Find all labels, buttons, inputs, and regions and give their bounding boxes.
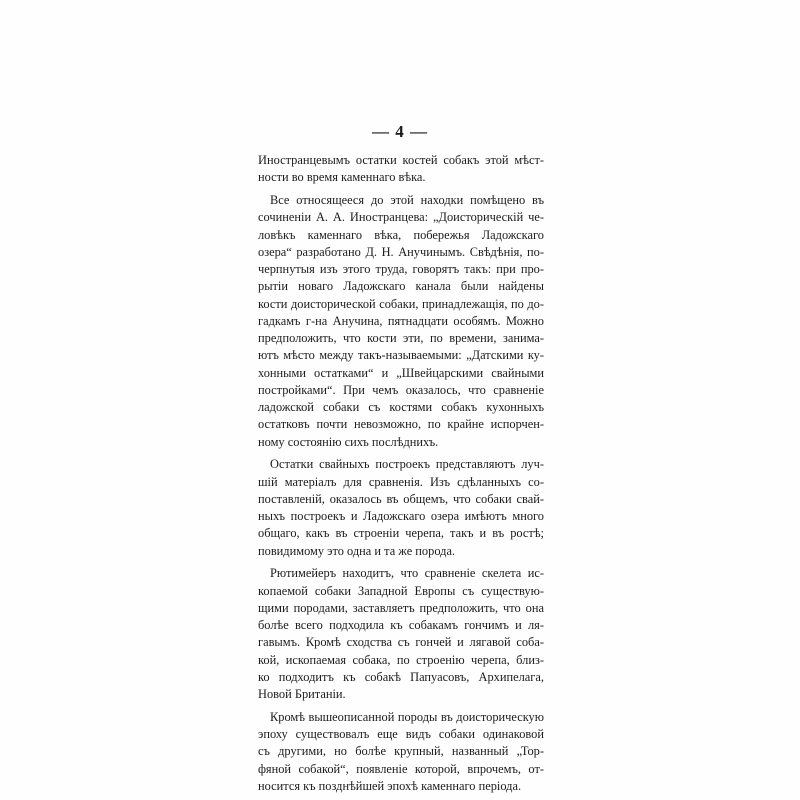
text-line: черпнутыя изъ этого труда, говорятъ такъ: при про- xyxy=(258,262,544,276)
text-line: эпоху существовалъ еще видъ собаки одинаковой xyxy=(258,727,544,741)
text-line: кости доисторической собаки, принадлежащія, по до- xyxy=(258,296,544,311)
text-line: болѣе всего подходила къ собакамъ гончимъ и ля- xyxy=(258,618,544,632)
text-line: ныхъ построекъ и Ладожскаго озера имѣютъ много xyxy=(258,509,544,523)
text-line: сочиненіи А. А. Иностранцева: „Доисторическій че- xyxy=(258,210,544,225)
text-line: фяной собакой“, появленіе которой, впрочемъ, от- xyxy=(258,761,544,776)
text-line: ютъ мѣсто между такъ-называемыми: „Датскими ку- xyxy=(258,348,544,363)
text-line: кой, ископаемая собака, по строенію черепа, близ- xyxy=(258,652,544,667)
text-line: Все относящееся до этой находки помѣщено въ xyxy=(270,193,544,207)
text-line: Иностранцевымъ остатки костей собакъ этой мѣст- xyxy=(258,153,544,167)
text-line: повидимому это одна и та же порода. xyxy=(258,543,456,558)
text-line: ко подходитъ къ собакѣ Папуасовъ, Архипелага, xyxy=(258,669,544,684)
text-line: ности во время каменнаго вѣка. xyxy=(258,170,426,185)
text-line: остатковъ почти невозможно, по крайне испорчен- xyxy=(258,417,544,432)
text-line: Кромѣ вышеописанной породы въ доисторическую xyxy=(270,709,544,724)
text-line: постройками“. При чемъ оказалось, что сравненіе xyxy=(258,382,544,397)
text-line: ному состоянію сихъ послѣднихъ. xyxy=(258,434,439,449)
paragraph xyxy=(258,565,544,703)
text-line: гадкамъ г-на Анучина, пятнадцати особямъ. Можно xyxy=(258,313,544,328)
text-line: щими породами, заставляетъ предположить, что она xyxy=(258,600,544,615)
text-line: Новой Британіи. xyxy=(258,687,346,701)
text-line: шій матеріалъ для сравненія. Изъ сдѣланныхъ со- xyxy=(258,474,544,489)
text-line: Остатки свайныхъ построекъ представляютъ луч- xyxy=(270,457,544,472)
text-line: озера“ разработано Д. Н. Анучинымъ. Свѣдѣнія, по- xyxy=(258,244,544,259)
body-text xyxy=(258,152,544,800)
text-line: ладожской собаки съ костями собакъ кухонныхъ xyxy=(258,400,544,414)
text-line: предположить, что кости эти, по времени, занима- xyxy=(258,331,544,345)
paragraph xyxy=(258,456,544,560)
text-line: рытіи новаго Ладожскаго канала были найдены xyxy=(258,279,544,294)
text-line: копаемой собаки Западной Европы съ существую- xyxy=(258,583,544,598)
text-line: общаго, какъ въ строеніи черепа, такъ и въ ростѣ; xyxy=(258,526,544,541)
text-line: Рютимейеръ находитъ, что сравненіе скелета ис- xyxy=(270,566,544,581)
paragraph xyxy=(258,152,544,187)
text-line: ловѣкъ каменнаго вѣка, побережья Ладожскаго xyxy=(258,227,544,242)
text-line: хонными остатками“ и „Швейцарскими свайными xyxy=(258,365,544,380)
text-line: съ другими, но болѣе крупный, названный „Тор- xyxy=(258,744,544,759)
text-line: гавымъ. Кромѣ сходства съ гончей и лягавой соба- xyxy=(258,635,544,650)
page-number: — 4 — xyxy=(372,122,428,141)
paragraph xyxy=(258,709,544,795)
text-line: поставленій, оказалось въ общемъ, что собаки свай- xyxy=(258,491,544,506)
text-line: носится къ позднѣйшей эпохѣ каменнаго періода. xyxy=(258,778,522,793)
paragraph xyxy=(258,192,544,451)
